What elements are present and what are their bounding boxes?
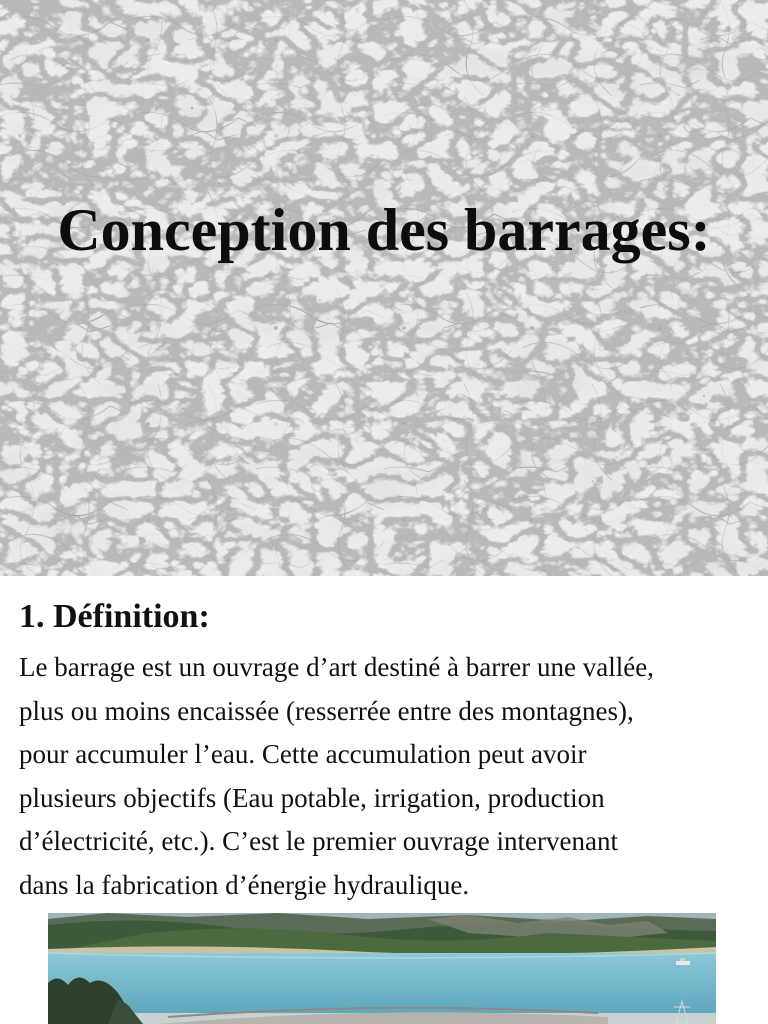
paragraph-line: plusieurs objectifs (Eau potable, irrigation, production (19, 782, 605, 813)
section-heading: 1. Définition: (19, 598, 210, 635)
dam-reservoir-illustration (48, 913, 716, 1024)
paragraph-line: Le barrage est un ouvrage d’art destiné à barrer une vallée, (19, 652, 654, 682)
paragraph-line: pour accumuler l’eau. Cette accumulation peut avoir (19, 739, 587, 769)
paragraph-line: plus ou moins encaissée (resserrée entre des montagnes), (19, 695, 634, 726)
paragraph-line: d’électricité, etc.). C’est le premier ouvrage intervenant (19, 826, 618, 856)
slide-title: Conception des barrages: (57, 197, 711, 263)
paragraph-line: dans la fabrication d’énergie hydraulique. (19, 869, 470, 900)
dam-photo (48, 913, 716, 1024)
definition-paragraph (19, 646, 754, 907)
